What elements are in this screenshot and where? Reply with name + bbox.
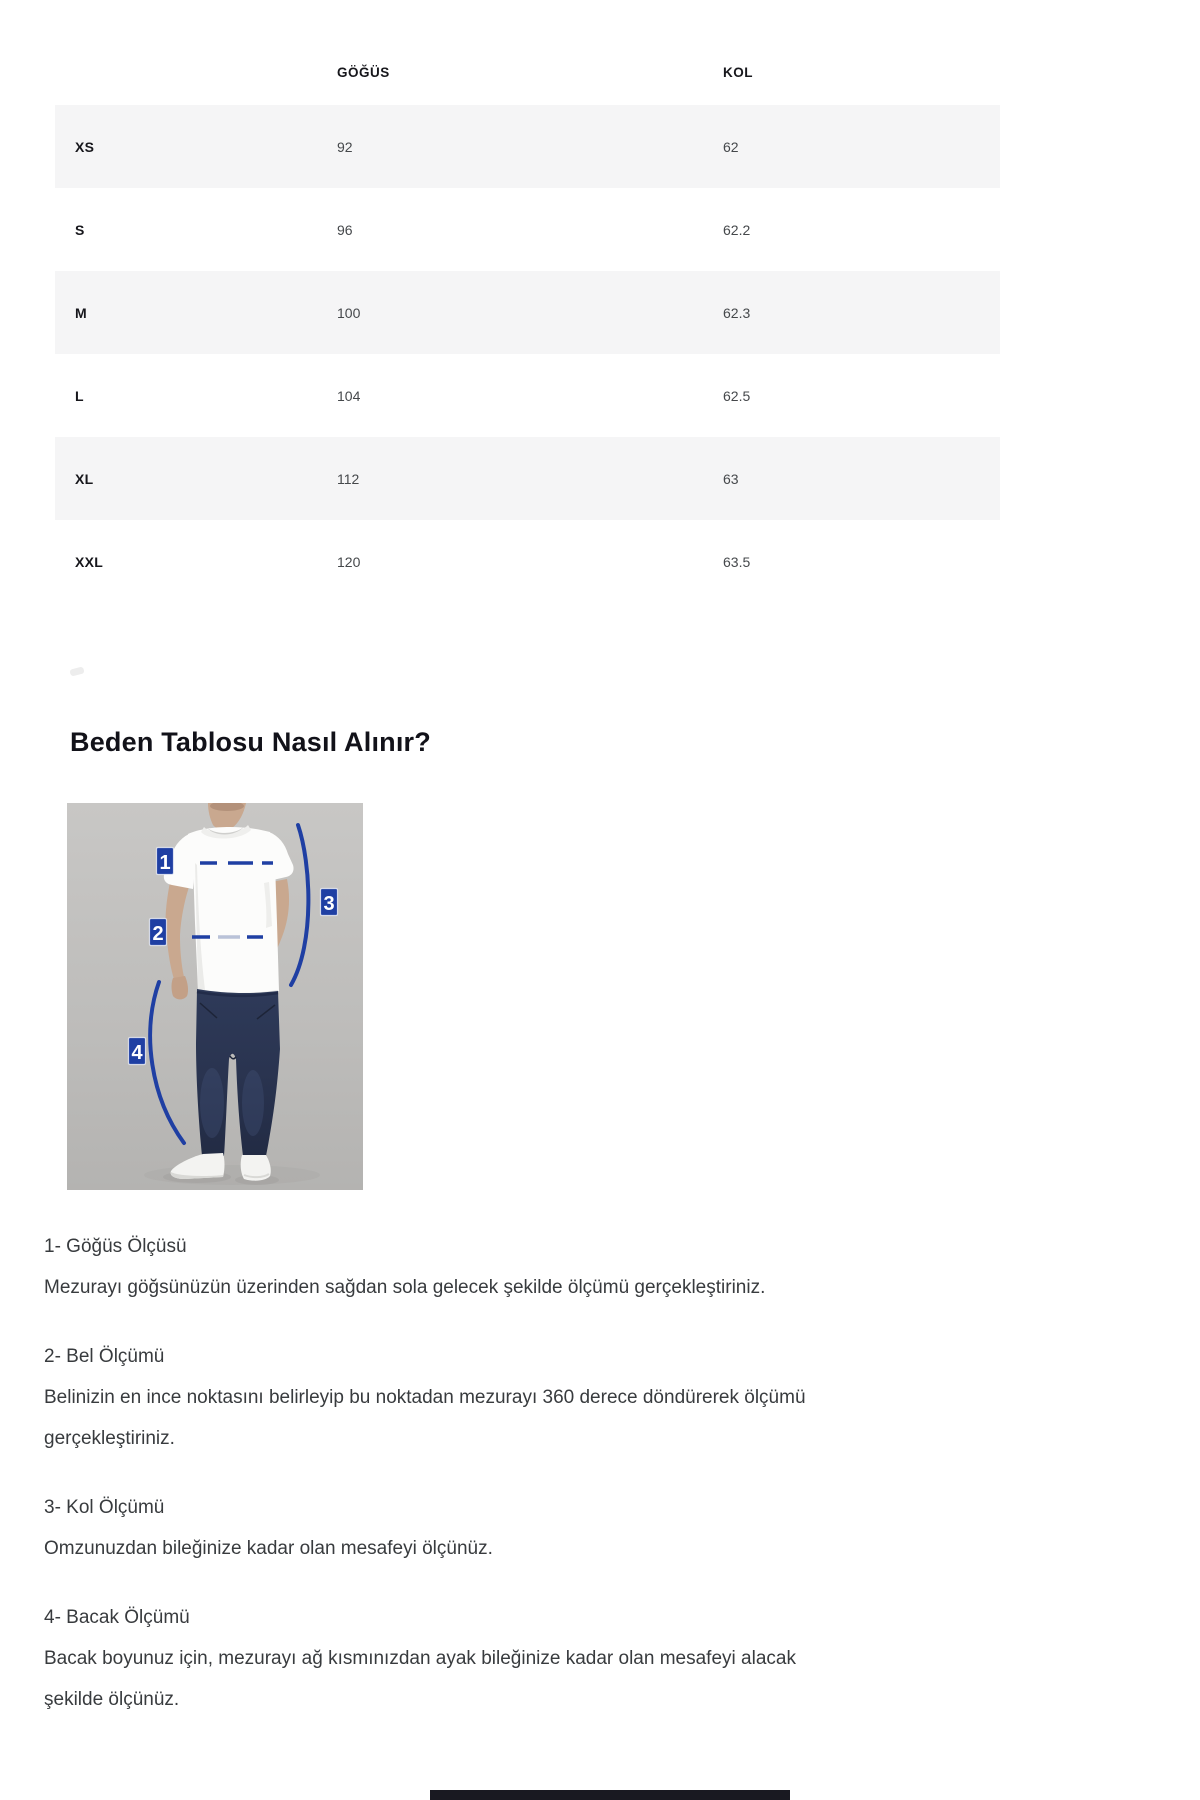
marker-2-badge <box>150 919 167 946</box>
instruction-title: 3- Kol Ölçümü <box>44 1497 165 1518</box>
size-cell: S <box>75 221 85 238</box>
measurement-guide-image <box>67 803 363 1190</box>
size-table <box>55 40 1000 603</box>
marker-1-badge <box>157 848 174 875</box>
size-cell: XS <box>75 138 95 155</box>
chest-cell: 92 <box>337 138 353 155</box>
smudge-artifact <box>69 666 84 676</box>
arm-cell: 62 <box>723 138 739 155</box>
svg-text:4: 4 <box>131 1042 143 1064</box>
chest-cell: 120 <box>337 553 361 570</box>
instruction-section <box>44 1336 934 1459</box>
instruction-text: Mezurayı göğsünüzün üzerinden sağdan sola gelecek şekilde ölçümü gerçekleştiriniz. <box>44 1277 766 1298</box>
instruction-text: Omzunuzdan bileğinize kadar olan mesafeyi ölçünüz. <box>44 1538 493 1559</box>
instruction-title: 1- Göğüs Ölçüsü <box>44 1236 187 1257</box>
guide-heading: Beden Tablosu Nasıl Alınır? <box>70 727 431 757</box>
table-row <box>55 520 1000 603</box>
size-cell: M <box>75 304 87 321</box>
bottom-bar <box>430 1790 790 1800</box>
instruction-text: Bacak boyunuz için, mezurayı ağ kısmınızdan ayak bileğinize kadar olan mesafeyi alacak <box>44 1648 796 1669</box>
marker-3-badge <box>321 889 338 916</box>
measurement-illustration <box>67 803 363 1190</box>
arm-cell: 62.2 <box>723 221 751 238</box>
table-row <box>55 271 1000 354</box>
instruction-section <box>44 1226 934 1308</box>
arm-cell: 62.5 <box>723 387 751 404</box>
svg-text:1: 1 <box>159 852 171 874</box>
arm-cell: 63 <box>723 470 739 487</box>
instruction-text: gerçekleştiriniz. <box>44 1428 175 1449</box>
measurement-instructions <box>44 1226 934 1748</box>
arm-column-header: KOL <box>723 65 753 80</box>
chest-cell: 112 <box>337 470 360 487</box>
marker-4-badge <box>129 1038 146 1065</box>
arm-cell: 62.3 <box>723 304 751 321</box>
left-hand <box>172 976 189 999</box>
table-row <box>55 437 1000 520</box>
instruction-text: Belinizin en ince noktasını belirleyip bu noktadan mezurayı 360 derece döndürerek ölçümü <box>44 1387 806 1408</box>
table-row <box>55 354 1000 437</box>
chest-cell: 100 <box>337 304 361 321</box>
size-cell: XL <box>75 470 94 487</box>
instruction-section <box>44 1597 934 1720</box>
size-table-header <box>55 40 1000 105</box>
instruction-title: 2- Bel Ölçümü <box>44 1346 165 1367</box>
instruction-title: 4- Bacak Ölçümü <box>44 1607 190 1628</box>
svg-text:2: 2 <box>152 923 164 945</box>
table-row <box>55 105 1000 188</box>
chest-cell: 96 <box>337 221 353 238</box>
instruction-text: şekilde ölçünüz. <box>44 1689 180 1710</box>
instruction-section <box>44 1487 934 1569</box>
chest-cell: 104 <box>337 387 361 404</box>
table-row <box>55 188 1000 271</box>
svg-text:3: 3 <box>323 893 335 915</box>
size-cell: L <box>75 387 84 404</box>
size-cell: XXL <box>75 553 104 570</box>
chest-column-header: GÖĞÜS <box>337 65 390 80</box>
arm-cell: 63.5 <box>723 553 751 570</box>
